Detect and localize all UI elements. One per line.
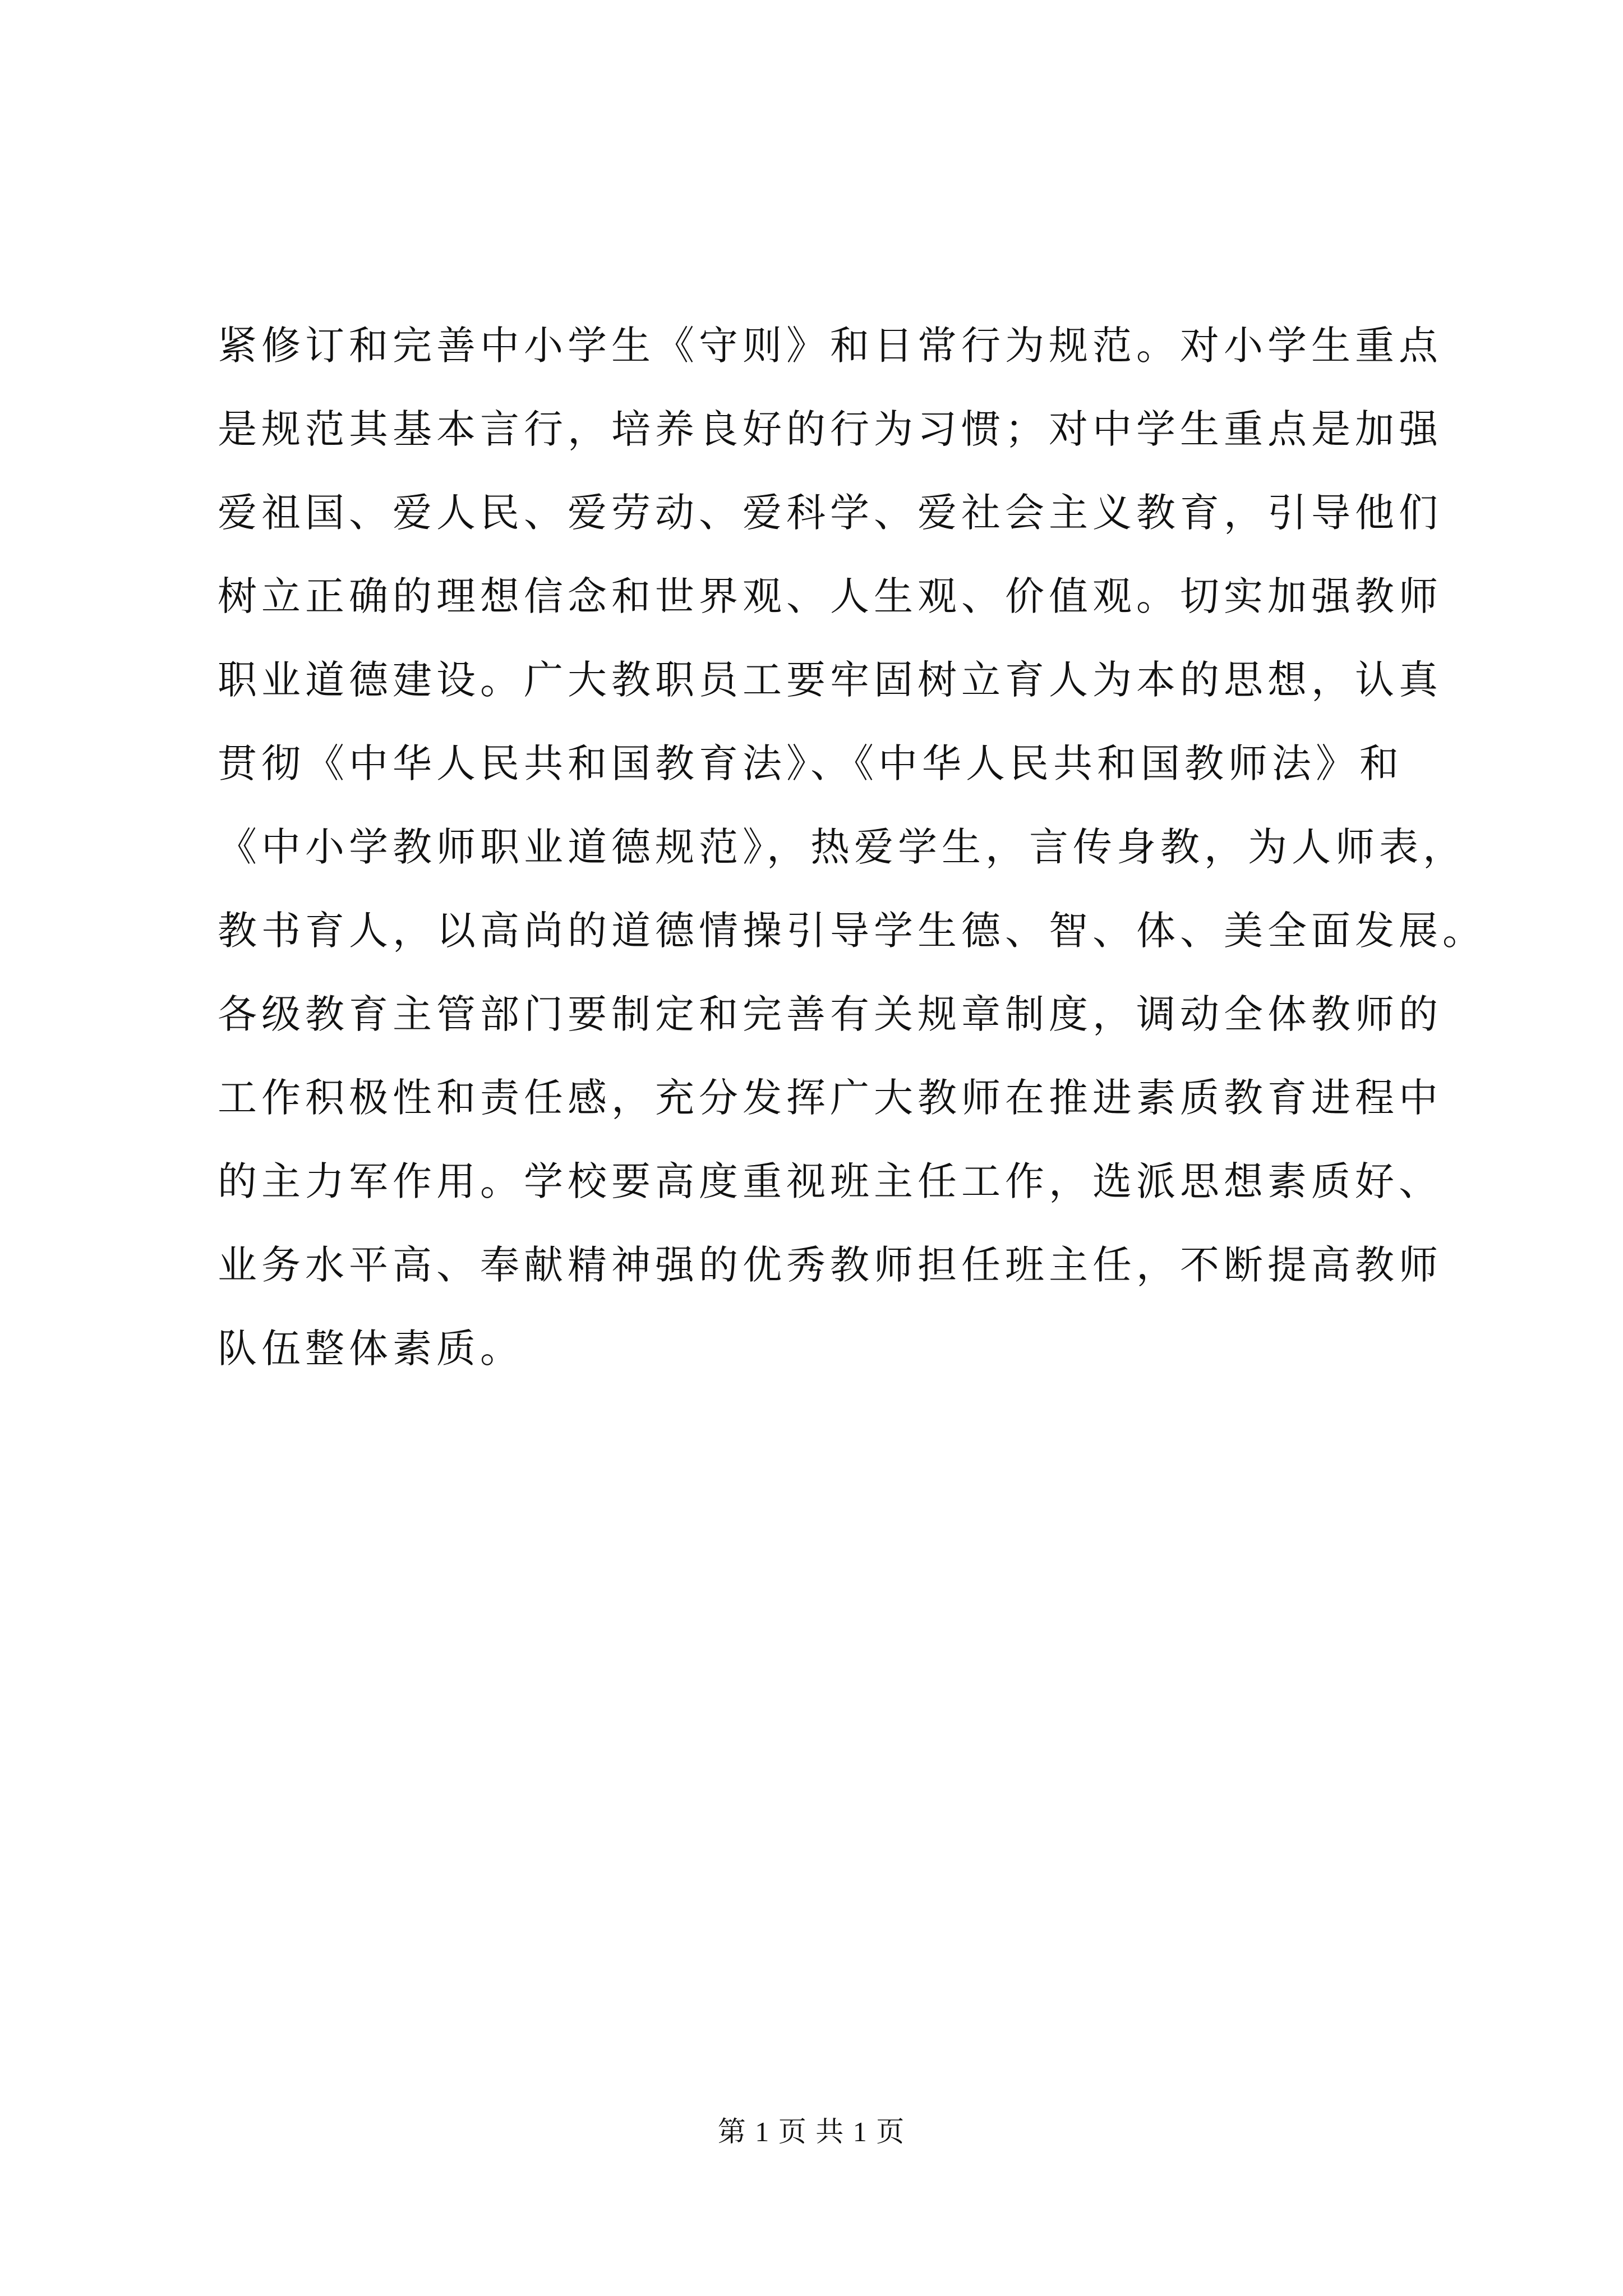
text-line-9: 各级教育主管部门要制定和完善有关规章制度，调动全体教师的 [218, 991, 1442, 1037]
text-line-11: 的主力军作用。学校要高度重视班主任工作，选派思想素质好、 [218, 1158, 1442, 1204]
text-line-5: 职业道德建设。广大教职员工要牢固树立育人为本的思想，认真 [218, 657, 1442, 703]
text-line-8: 教书育人，以高尚的道德情操引导学生德、智、体、美全面发展。 [218, 908, 1486, 954]
text-line-4: 树立正确的理想信念和世界观、人生观、价值观。切实加强教师 [218, 573, 1442, 619]
text-line-13: 队伍整体素质。 [218, 1326, 524, 1372]
text-line-1: 紧修订和完善中小学生《守则》和日常行为规范。对小学生重点 [218, 323, 1442, 369]
text-line-10: 工作积极性和责任感，充分发挥广大教师在推进素质教育进程中 [218, 1075, 1442, 1121]
text-line-2: 是规范其基本言行，培养良好的行为习惯；对中学生重点是加强 [218, 406, 1442, 452]
text-line-6: 贯彻《中华人民共和国教育法》、《中华人民共和国教师法》和 [218, 740, 1403, 786]
text-line-12: 业务水平高、奉献精神强的优秀教师担任班主任，不断提高教师 [218, 1242, 1442, 1288]
page-number-footer: 第 1 页 共 1 页 [717, 2116, 906, 2147]
body-paragraph [218, 304, 1486, 1391]
text-line-7: 《中小学教师职业道德规范》，热爱学生，言传身教，为人师表， [218, 824, 1467, 870]
text-line-3: 爱祖国、爱人民、爱劳动、爱科学、爱社会主义教育，引导他们 [218, 490, 1442, 536]
